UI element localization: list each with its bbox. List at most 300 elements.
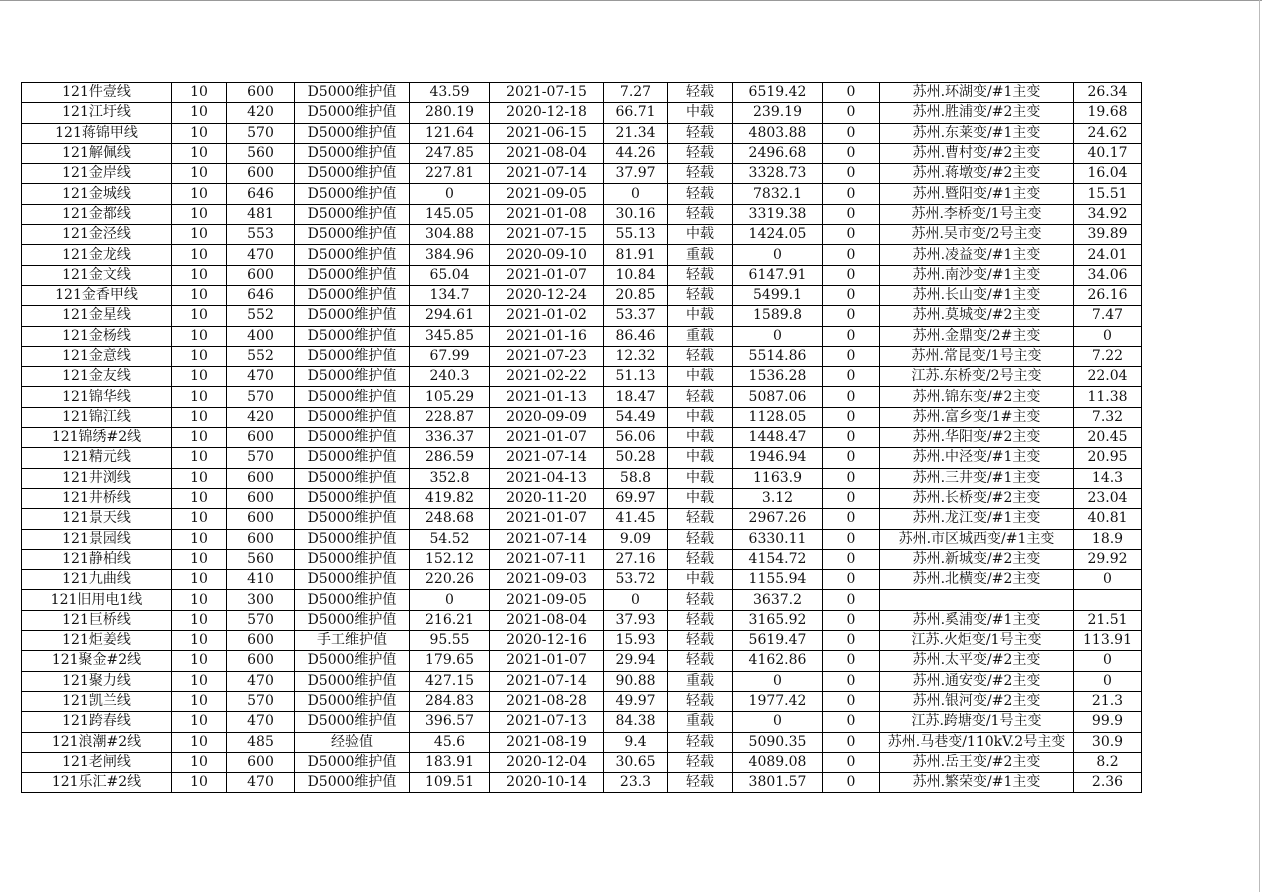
cell-voltage: 10 xyxy=(172,123,227,143)
cell-flag: 0 xyxy=(823,631,880,651)
cell-substation: 苏州.南沙变/#1主变 xyxy=(880,265,1074,285)
cell-current: 67.99 xyxy=(410,346,490,366)
cell-load-rate: 49.97 xyxy=(604,691,668,711)
cell-margin: 0 xyxy=(733,326,823,346)
table-row xyxy=(22,306,1142,326)
table-row xyxy=(22,773,1142,793)
cell-margin: 5499.1 xyxy=(733,285,823,305)
cell-substation: 苏州.胜浦变/#2主变 xyxy=(880,103,1074,123)
cell-load-level: 重载 xyxy=(668,712,733,732)
cell-current: 152.12 xyxy=(410,549,490,569)
cell-flag: 0 xyxy=(823,671,880,691)
cell-current: 183.91 xyxy=(410,752,490,772)
cell-line-name: 121金城线 xyxy=(22,184,172,204)
cell-line-name: 121件壹线 xyxy=(22,83,172,103)
cell-date: 2020-12-16 xyxy=(490,631,604,651)
cell-rated-current: 420 xyxy=(227,407,295,427)
cell-date: 2021-07-13 xyxy=(490,712,604,732)
cell-rated-current: 470 xyxy=(227,712,295,732)
cell-date: 2021-08-28 xyxy=(490,691,604,711)
cell-line-name: 121金香甲线 xyxy=(22,285,172,305)
cell-rated-current: 646 xyxy=(227,285,295,305)
cell-load-level: 中载 xyxy=(668,468,733,488)
cell-rated-current: 560 xyxy=(227,549,295,569)
cell-load-rate: 53.37 xyxy=(604,306,668,326)
cell-load-level: 重载 xyxy=(668,671,733,691)
cell-load-level: 轻载 xyxy=(668,631,733,651)
cell-margin: 2967.26 xyxy=(733,509,823,529)
cell-source: D5000维护值 xyxy=(295,468,410,488)
cell-rated-current: 485 xyxy=(227,732,295,752)
cell-date: 2021-01-07 xyxy=(490,265,604,285)
cell-voltage: 10 xyxy=(172,225,227,245)
cell-load-rate: 90.88 xyxy=(604,671,668,691)
cell-rated-current: 600 xyxy=(227,488,295,508)
table-row xyxy=(22,245,1142,265)
cell-load-level: 中载 xyxy=(668,570,733,590)
page-right-border xyxy=(1259,0,1260,892)
cell-line-name: 121旧用电1线 xyxy=(22,590,172,610)
cell-margin: 0 xyxy=(733,671,823,691)
cell-load-level: 轻载 xyxy=(668,346,733,366)
cell-line-name: 121井桥线 xyxy=(22,488,172,508)
cell-voltage: 10 xyxy=(172,671,227,691)
cell-margin: 3165.92 xyxy=(733,610,823,630)
cell-load-rate: 55.13 xyxy=(604,225,668,245)
cell-substation xyxy=(880,590,1074,610)
cell-flag: 0 xyxy=(823,225,880,245)
cell-flag: 0 xyxy=(823,448,880,468)
cell-load-level: 轻载 xyxy=(668,387,733,407)
cell-date: 2021-07-14 xyxy=(490,164,604,184)
cell-rated-current: 570 xyxy=(227,387,295,407)
cell-flag: 0 xyxy=(823,691,880,711)
cell-date: 2021-07-11 xyxy=(490,549,604,569)
cell-rated-current: 600 xyxy=(227,631,295,651)
cell-transformer-rate: 18.9 xyxy=(1074,529,1142,549)
cell-substation: 苏州.李桥变/1号主变 xyxy=(880,204,1074,224)
cell-load-rate: 30.65 xyxy=(604,752,668,772)
table-row xyxy=(22,184,1142,204)
cell-transformer-rate: 2.36 xyxy=(1074,773,1142,793)
cell-current: 179.65 xyxy=(410,651,490,671)
table-row xyxy=(22,671,1142,691)
cell-voltage: 10 xyxy=(172,184,227,204)
cell-margin: 2496.68 xyxy=(733,143,823,163)
cell-load-level: 轻载 xyxy=(668,509,733,529)
cell-voltage: 10 xyxy=(172,387,227,407)
cell-substation: 苏州.富乡变/1#主变 xyxy=(880,407,1074,427)
cell-date: 2021-07-15 xyxy=(490,83,604,103)
cell-current: 45.6 xyxy=(410,732,490,752)
cell-load-level: 轻载 xyxy=(668,184,733,204)
cell-source: D5000维护值 xyxy=(295,346,410,366)
cell-transformer-rate: 40.17 xyxy=(1074,143,1142,163)
cell-current: 280.19 xyxy=(410,103,490,123)
cell-substation: 苏州.莫城变/#2主变 xyxy=(880,306,1074,326)
cell-source: D5000维护值 xyxy=(295,712,410,732)
table-row xyxy=(22,123,1142,143)
cell-rated-current: 570 xyxy=(227,610,295,630)
cell-substation: 苏州.银河变/#2主变 xyxy=(880,691,1074,711)
cell-source: D5000维护值 xyxy=(295,671,410,691)
cell-load-level: 重载 xyxy=(668,245,733,265)
cell-transformer-rate: 20.95 xyxy=(1074,448,1142,468)
cell-load-rate: 18.47 xyxy=(604,387,668,407)
cell-transformer-rate: 21.51 xyxy=(1074,610,1142,630)
cell-source: D5000维护值 xyxy=(295,83,410,103)
cell-line-name: 121金意线 xyxy=(22,346,172,366)
cell-current: 240.3 xyxy=(410,367,490,387)
table-row xyxy=(22,448,1142,468)
cell-current: 294.61 xyxy=(410,306,490,326)
cell-substation: 苏州.通安变/#2主变 xyxy=(880,671,1074,691)
cell-transformer-rate: 24.62 xyxy=(1074,123,1142,143)
table-row xyxy=(22,164,1142,184)
table-row xyxy=(22,326,1142,346)
cell-load-rate: 0 xyxy=(604,590,668,610)
cell-flag: 0 xyxy=(823,143,880,163)
cell-source: D5000维护值 xyxy=(295,488,410,508)
table-row xyxy=(22,103,1142,123)
cell-rated-current: 470 xyxy=(227,773,295,793)
cell-load-rate: 69.97 xyxy=(604,488,668,508)
cell-transformer-rate: 24.01 xyxy=(1074,245,1142,265)
cell-margin: 6330.11 xyxy=(733,529,823,549)
cell-rated-current: 600 xyxy=(227,428,295,448)
cell-load-rate: 56.06 xyxy=(604,428,668,448)
cell-transformer-rate: 39.89 xyxy=(1074,225,1142,245)
cell-margin: 1946.94 xyxy=(733,448,823,468)
cell-voltage: 10 xyxy=(172,448,227,468)
cell-current: 109.51 xyxy=(410,773,490,793)
cell-source: D5000维护值 xyxy=(295,306,410,326)
cell-margin: 1536.28 xyxy=(733,367,823,387)
cell-line-name: 121金友线 xyxy=(22,367,172,387)
cell-substation: 苏州.环湖变/#1主变 xyxy=(880,83,1074,103)
cell-transformer-rate: 15.51 xyxy=(1074,184,1142,204)
cell-transformer-rate: 0 xyxy=(1074,671,1142,691)
cell-transformer-rate: 40.81 xyxy=(1074,509,1142,529)
cell-line-name: 121景园线 xyxy=(22,529,172,549)
cell-load-rate: 84.38 xyxy=(604,712,668,732)
cell-load-level: 轻载 xyxy=(668,83,733,103)
cell-rated-current: 600 xyxy=(227,83,295,103)
cell-load-rate: 29.94 xyxy=(604,651,668,671)
cell-margin: 4162.86 xyxy=(733,651,823,671)
cell-current: 227.81 xyxy=(410,164,490,184)
cell-current: 384.96 xyxy=(410,245,490,265)
table-row xyxy=(22,143,1142,163)
cell-source: D5000维护值 xyxy=(295,265,410,285)
cell-source: D5000维护值 xyxy=(295,285,410,305)
cell-voltage: 10 xyxy=(172,732,227,752)
cell-load-level: 轻载 xyxy=(668,691,733,711)
cell-load-rate: 81.91 xyxy=(604,245,668,265)
cell-margin: 239.19 xyxy=(733,103,823,123)
cell-margin: 3328.73 xyxy=(733,164,823,184)
cell-rated-current: 600 xyxy=(227,164,295,184)
cell-load-rate: 86.46 xyxy=(604,326,668,346)
cell-load-rate: 15.93 xyxy=(604,631,668,651)
cell-load-rate: 58.8 xyxy=(604,468,668,488)
cell-load-level: 轻载 xyxy=(668,651,733,671)
cell-transformer-rate: 30.9 xyxy=(1074,732,1142,752)
cell-source: 手工维护值 xyxy=(295,631,410,651)
cell-flag: 0 xyxy=(823,610,880,630)
cell-margin: 4089.08 xyxy=(733,752,823,772)
cell-line-name: 121炬姜线 xyxy=(22,631,172,651)
table-row xyxy=(22,265,1142,285)
cell-current: 0 xyxy=(410,590,490,610)
cell-margin: 1977.42 xyxy=(733,691,823,711)
cell-source: D5000维护值 xyxy=(295,225,410,245)
cell-line-name: 121金星线 xyxy=(22,306,172,326)
cell-margin: 1155.94 xyxy=(733,570,823,590)
table-row xyxy=(22,570,1142,590)
cell-load-level: 中载 xyxy=(668,407,733,427)
cell-line-name: 121井浏线 xyxy=(22,468,172,488)
cell-rated-current: 300 xyxy=(227,590,295,610)
cell-current: 65.04 xyxy=(410,265,490,285)
cell-substation: 苏州.锦东变/#2主变 xyxy=(880,387,1074,407)
cell-substation: 苏州.常昆变/1号主变 xyxy=(880,346,1074,366)
cell-flag: 0 xyxy=(823,387,880,407)
cell-date: 2021-09-05 xyxy=(490,590,604,610)
cell-date: 2020-12-04 xyxy=(490,752,604,772)
cell-load-rate: 51.13 xyxy=(604,367,668,387)
cell-date: 2021-07-23 xyxy=(490,346,604,366)
cell-flag: 0 xyxy=(823,590,880,610)
cell-source: D5000维护值 xyxy=(295,123,410,143)
cell-source: D5000维护值 xyxy=(295,143,410,163)
cell-voltage: 10 xyxy=(172,651,227,671)
cell-flag: 0 xyxy=(823,570,880,590)
cell-current: 121.64 xyxy=(410,123,490,143)
cell-load-rate: 30.16 xyxy=(604,204,668,224)
cell-voltage: 10 xyxy=(172,468,227,488)
cell-substation: 苏州.金鼎变/2#主变 xyxy=(880,326,1074,346)
cell-rated-current: 481 xyxy=(227,204,295,224)
cell-load-level: 轻载 xyxy=(668,590,733,610)
cell-source: D5000维护值 xyxy=(295,387,410,407)
cell-date: 2021-01-02 xyxy=(490,306,604,326)
cell-source: D5000维护值 xyxy=(295,773,410,793)
cell-voltage: 10 xyxy=(172,428,227,448)
cell-current: 284.83 xyxy=(410,691,490,711)
cell-voltage: 10 xyxy=(172,306,227,326)
cell-margin: 6147.91 xyxy=(733,265,823,285)
table-row xyxy=(22,83,1142,103)
cell-flag: 0 xyxy=(823,407,880,427)
cell-current: 419.82 xyxy=(410,488,490,508)
cell-substation: 苏州.岳王变/#2主变 xyxy=(880,752,1074,772)
cell-load-rate: 44.26 xyxy=(604,143,668,163)
cell-load-level: 中载 xyxy=(668,225,733,245)
table-row xyxy=(22,285,1142,305)
cell-load-level: 中载 xyxy=(668,367,733,387)
cell-voltage: 10 xyxy=(172,285,227,305)
cell-load-rate: 50.28 xyxy=(604,448,668,468)
cell-rated-current: 470 xyxy=(227,671,295,691)
cell-line-name: 121九曲线 xyxy=(22,570,172,590)
cell-substation: 苏州.龙江变/#1主变 xyxy=(880,509,1074,529)
table-row xyxy=(22,468,1142,488)
table-row xyxy=(22,752,1142,772)
cell-line-name: 121巨桥线 xyxy=(22,610,172,630)
cell-line-name: 121跨春线 xyxy=(22,712,172,732)
cell-transformer-rate: 26.16 xyxy=(1074,285,1142,305)
cell-transformer-rate: 11.38 xyxy=(1074,387,1142,407)
cell-rated-current: 560 xyxy=(227,143,295,163)
cell-date: 2021-01-13 xyxy=(490,387,604,407)
cell-rated-current: 646 xyxy=(227,184,295,204)
cell-transformer-rate: 34.06 xyxy=(1074,265,1142,285)
cell-load-rate: 53.72 xyxy=(604,570,668,590)
cell-line-name: 121静柏线 xyxy=(22,549,172,569)
cell-current: 216.21 xyxy=(410,610,490,630)
cell-current: 134.7 xyxy=(410,285,490,305)
cell-transformer-rate: 8.2 xyxy=(1074,752,1142,772)
cell-source: D5000维护值 xyxy=(295,549,410,569)
cell-voltage: 10 xyxy=(172,691,227,711)
cell-load-level: 轻载 xyxy=(668,610,733,630)
cell-margin: 5090.35 xyxy=(733,732,823,752)
cell-date: 2021-01-07 xyxy=(490,651,604,671)
cell-load-rate: 0 xyxy=(604,184,668,204)
cell-rated-current: 600 xyxy=(227,651,295,671)
cell-load-rate: 41.45 xyxy=(604,509,668,529)
cell-rated-current: 570 xyxy=(227,123,295,143)
cell-flag: 0 xyxy=(823,732,880,752)
cell-flag: 0 xyxy=(823,265,880,285)
cell-load-level: 中载 xyxy=(668,488,733,508)
cell-voltage: 10 xyxy=(172,773,227,793)
cell-voltage: 10 xyxy=(172,631,227,651)
cell-date: 2020-12-18 xyxy=(490,103,604,123)
cell-date: 2021-07-15 xyxy=(490,225,604,245)
cell-source: D5000维护值 xyxy=(295,590,410,610)
cell-voltage: 10 xyxy=(172,143,227,163)
cell-flag: 0 xyxy=(823,164,880,184)
cell-substation: 苏州.华阳变/#2主变 xyxy=(880,428,1074,448)
cell-source: D5000维护值 xyxy=(295,367,410,387)
cell-source: D5000维护值 xyxy=(295,610,410,630)
cell-source: D5000维护值 xyxy=(295,509,410,529)
cell-voltage: 10 xyxy=(172,549,227,569)
cell-load-rate: 12.32 xyxy=(604,346,668,366)
cell-load-level: 轻载 xyxy=(668,285,733,305)
cell-line-name: 121乐汇#2线 xyxy=(22,773,172,793)
cell-substation: 江苏.火炬变/1号主变 xyxy=(880,631,1074,651)
table-row xyxy=(22,549,1142,569)
cell-rated-current: 553 xyxy=(227,225,295,245)
cell-margin: 4154.72 xyxy=(733,549,823,569)
cell-current: 105.29 xyxy=(410,387,490,407)
cell-line-name: 121凯兰线 xyxy=(22,691,172,711)
cell-flag: 0 xyxy=(823,346,880,366)
cell-substation: 苏州.繁荣变/#1主变 xyxy=(880,773,1074,793)
cell-source: D5000维护值 xyxy=(295,529,410,549)
cell-rated-current: 570 xyxy=(227,448,295,468)
table-row xyxy=(22,590,1142,610)
cell-current: 345.85 xyxy=(410,326,490,346)
cell-line-name: 121精元线 xyxy=(22,448,172,468)
cell-date: 2021-01-07 xyxy=(490,509,604,529)
cell-substation: 苏州.新城变/#2主变 xyxy=(880,549,1074,569)
cell-substation: 苏州.中泾变/#1主变 xyxy=(880,448,1074,468)
table-row xyxy=(22,509,1142,529)
cell-margin: 6519.42 xyxy=(733,83,823,103)
cell-source: D5000维护值 xyxy=(295,570,410,590)
cell-substation: 江苏.跨塘变/1号主变 xyxy=(880,712,1074,732)
cell-date: 2021-07-14 xyxy=(490,448,604,468)
table-row xyxy=(22,204,1142,224)
cell-current: 286.59 xyxy=(410,448,490,468)
cell-load-rate: 54.49 xyxy=(604,407,668,427)
cell-current: 336.37 xyxy=(410,428,490,448)
cell-rated-current: 600 xyxy=(227,509,295,529)
cell-transformer-rate: 29.92 xyxy=(1074,549,1142,569)
cell-load-rate: 20.85 xyxy=(604,285,668,305)
table-row xyxy=(22,346,1142,366)
cell-current: 228.87 xyxy=(410,407,490,427)
cell-flag: 0 xyxy=(823,529,880,549)
cell-margin: 1448.47 xyxy=(733,428,823,448)
cell-rated-current: 470 xyxy=(227,367,295,387)
cell-voltage: 10 xyxy=(172,346,227,366)
cell-source: D5000维护值 xyxy=(295,752,410,772)
cell-substation: 苏州.东莱变/#1主变 xyxy=(880,123,1074,143)
cell-flag: 0 xyxy=(823,752,880,772)
cell-flag: 0 xyxy=(823,326,880,346)
table-row xyxy=(22,387,1142,407)
cell-substation: 苏州.蒋墩变/#2主变 xyxy=(880,164,1074,184)
cell-source: D5000维护值 xyxy=(295,407,410,427)
cell-source: D5000维护值 xyxy=(295,326,410,346)
cell-flag: 0 xyxy=(823,509,880,529)
cell-substation: 苏州.凌益变/#1主变 xyxy=(880,245,1074,265)
cell-substation: 苏州.马巷变/110kV.2号主变 xyxy=(880,732,1074,752)
cell-line-name: 121金文线 xyxy=(22,265,172,285)
cell-source: D5000维护值 xyxy=(295,245,410,265)
cell-load-level: 轻载 xyxy=(668,752,733,772)
cell-source: D5000维护值 xyxy=(295,204,410,224)
cell-line-name: 121景天线 xyxy=(22,509,172,529)
cell-line-name: 121解佩线 xyxy=(22,143,172,163)
cell-voltage: 10 xyxy=(172,752,227,772)
cell-flag: 0 xyxy=(823,245,880,265)
cell-flag: 0 xyxy=(823,468,880,488)
cell-transformer-rate: 16.04 xyxy=(1074,164,1142,184)
table-body xyxy=(22,83,1142,793)
cell-date: 2021-02-22 xyxy=(490,367,604,387)
table-row xyxy=(22,428,1142,448)
table-row xyxy=(22,691,1142,711)
cell-substation: 苏州.北横变/#2主变 xyxy=(880,570,1074,590)
cell-load-level: 轻载 xyxy=(668,773,733,793)
cell-flag: 0 xyxy=(823,773,880,793)
table-row xyxy=(22,610,1142,630)
cell-load-rate: 21.34 xyxy=(604,123,668,143)
cell-substation: 苏州.三井变/#1主变 xyxy=(880,468,1074,488)
table-row xyxy=(22,529,1142,549)
cell-date: 2021-01-08 xyxy=(490,204,604,224)
cell-load-level: 轻载 xyxy=(668,204,733,224)
cell-transformer-rate: 0 xyxy=(1074,651,1142,671)
cell-current: 247.85 xyxy=(410,143,490,163)
cell-load-rate: 37.97 xyxy=(604,164,668,184)
